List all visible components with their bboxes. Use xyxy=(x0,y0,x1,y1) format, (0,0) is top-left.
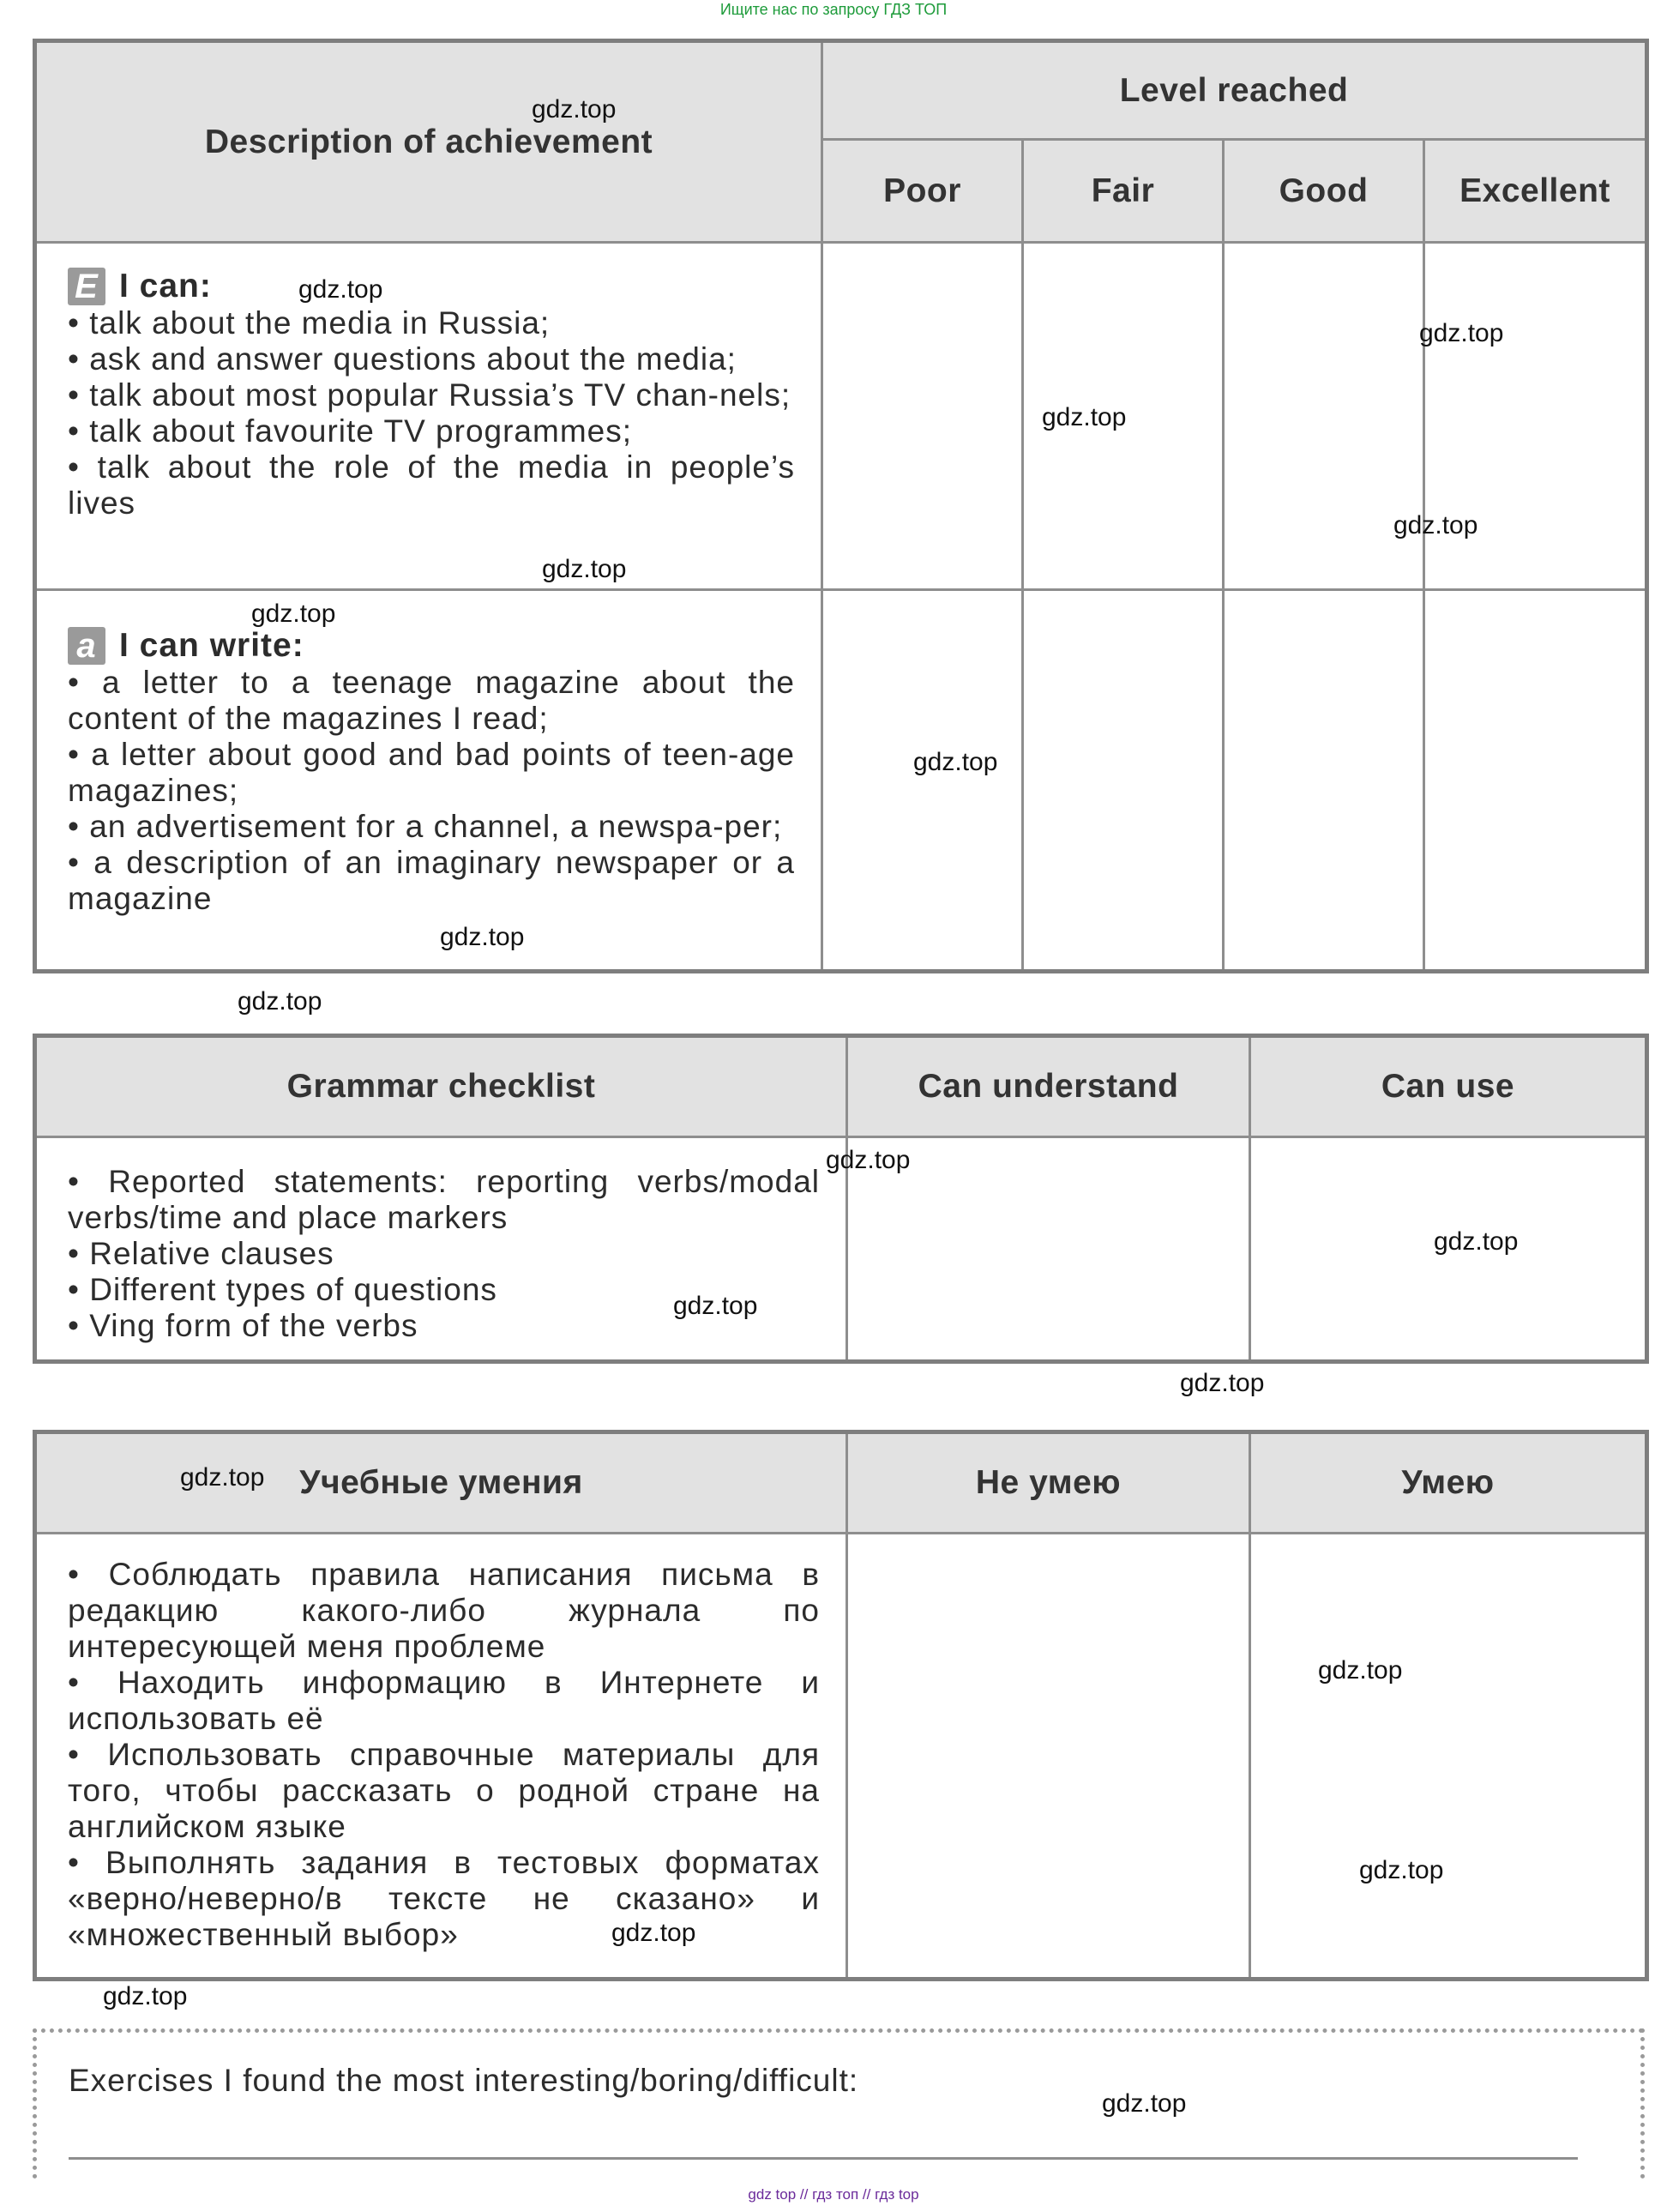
watermark: gdz.top xyxy=(1102,2089,1187,2118)
watermark: gdz.top xyxy=(611,1919,696,1947)
watermark: gdz.top xyxy=(1434,1227,1519,1256)
watermark: gdz.top xyxy=(826,1146,911,1174)
list-item: • a letter about good and bad points of teen-age magazines; xyxy=(68,737,795,809)
exercises-box xyxy=(33,2028,1645,2183)
list-item: • a letter to a teenage magazine about the content of the magazines I read; xyxy=(68,665,795,737)
rating-cell[interactable] xyxy=(822,590,1023,972)
grammar-checklist-table xyxy=(33,1034,1649,1364)
list-item: • Использовать справочные материалы для того, чтобы рассказать о родной стране на английском языке xyxy=(68,1737,820,1845)
level-good: Good xyxy=(1224,140,1424,243)
level-excellent: Excellent xyxy=(1424,140,1647,243)
can-cell[interactable] xyxy=(1250,1534,1647,1980)
list-item: • an advertisement for a channel, a newspa-per; xyxy=(68,809,795,845)
watermark: gdz.top xyxy=(298,275,383,304)
bottom-banner-note: gdz top // гдз топ // гдз top xyxy=(748,2186,919,2203)
list-item: • ask and answer questions about the media; xyxy=(68,341,795,377)
exercises-prompt: Exercises I found the most interesting/boring/difficult: xyxy=(69,2063,859,2098)
header-study-skills: Учебные умения xyxy=(35,1432,847,1534)
list-item: • talk about most popular Russia’s TV chan-nels; xyxy=(68,377,795,413)
watermark: gdz.top xyxy=(1318,1656,1403,1685)
header-can-use: Can use xyxy=(1250,1036,1647,1137)
watermark: gdz.top xyxy=(1359,1856,1444,1884)
watermark: gdz.top xyxy=(1042,403,1127,431)
watermark: gdz.top xyxy=(673,1292,758,1320)
writing-icon: a xyxy=(68,627,105,665)
speaking-heading xyxy=(68,268,795,305)
list-item: • talk about favourite TV programmes; xyxy=(68,413,795,449)
header-level-reached: Level reached xyxy=(822,41,1647,140)
writing-title: I can write: xyxy=(119,627,304,664)
exercises-box-left-edge xyxy=(33,2028,37,2179)
achievement-table xyxy=(33,39,1649,973)
watermark: gdz.top xyxy=(1393,511,1478,539)
top-banner-note: Ищите нас по запросу ГДЗ ТОП xyxy=(719,1,948,18)
list-item: • Ving form of the verbs xyxy=(68,1308,820,1344)
speaking-icon: E xyxy=(68,268,105,305)
writing-heading xyxy=(68,627,795,665)
speaking-title: I can: xyxy=(119,268,212,304)
watermark: gdz.top xyxy=(180,1463,265,1492)
list-item: • Different types of questions xyxy=(68,1272,820,1308)
watermark: gdz.top xyxy=(532,95,617,124)
list-item: • talk about the role of the media in people’s lives xyxy=(68,449,795,521)
watermark: gdz.top xyxy=(251,600,336,628)
rating-cell[interactable] xyxy=(822,243,1023,590)
watermark: gdz.top xyxy=(440,923,525,951)
rating-cell[interactable] xyxy=(1424,590,1647,972)
skills-items-cell xyxy=(35,1534,847,1980)
exercises-box-right-edge xyxy=(1640,2028,1645,2179)
speaking-skills-cell xyxy=(35,243,822,590)
rating-cell[interactable] xyxy=(1023,590,1224,972)
list-item: • Соблюдать правила написания письма в редакцию какого-либо журнала по интересующей меня проблеме xyxy=(68,1557,820,1665)
list-item: • a description of an imaginary newspaper or a magazine xyxy=(68,845,795,917)
header-can-understand: Can understand xyxy=(847,1036,1250,1137)
watermark: gdz.top xyxy=(1419,319,1504,347)
study-skills-table xyxy=(33,1430,1649,1981)
watermark: gdz.top xyxy=(542,555,627,583)
watermark: gdz.top xyxy=(913,748,998,776)
watermark: gdz.top xyxy=(238,987,322,1016)
header-cannot: Не умею xyxy=(847,1432,1250,1534)
grammar-items-cell xyxy=(35,1137,847,1362)
cannot-cell[interactable] xyxy=(847,1534,1250,1980)
watermark: gdz.top xyxy=(1180,1369,1265,1397)
level-fair: Fair xyxy=(1023,140,1224,243)
exercises-answer-line[interactable] xyxy=(69,2157,1578,2160)
header-description: Description of achievement xyxy=(35,41,822,243)
rating-cell[interactable] xyxy=(1224,590,1424,972)
level-poor: Poor xyxy=(822,140,1023,243)
list-item: • talk about the media in Russia; xyxy=(68,305,795,341)
list-item: • Relative clauses xyxy=(68,1236,820,1272)
header-grammar-checklist: Grammar checklist xyxy=(35,1036,847,1137)
list-item: • Reported statements: reporting verbs/modal verbs/time and place markers xyxy=(68,1164,820,1236)
list-item: • Находить информацию в Интернете и использовать её xyxy=(68,1665,820,1737)
header-can: Умею xyxy=(1250,1432,1647,1534)
watermark: gdz.top xyxy=(103,1982,188,2010)
writing-skills-cell xyxy=(35,590,822,972)
list-item: • Выполнять задания в тестовых форматах «верно/неверно/в тексте не сказано» и «множественный выбор» xyxy=(68,1845,820,1953)
